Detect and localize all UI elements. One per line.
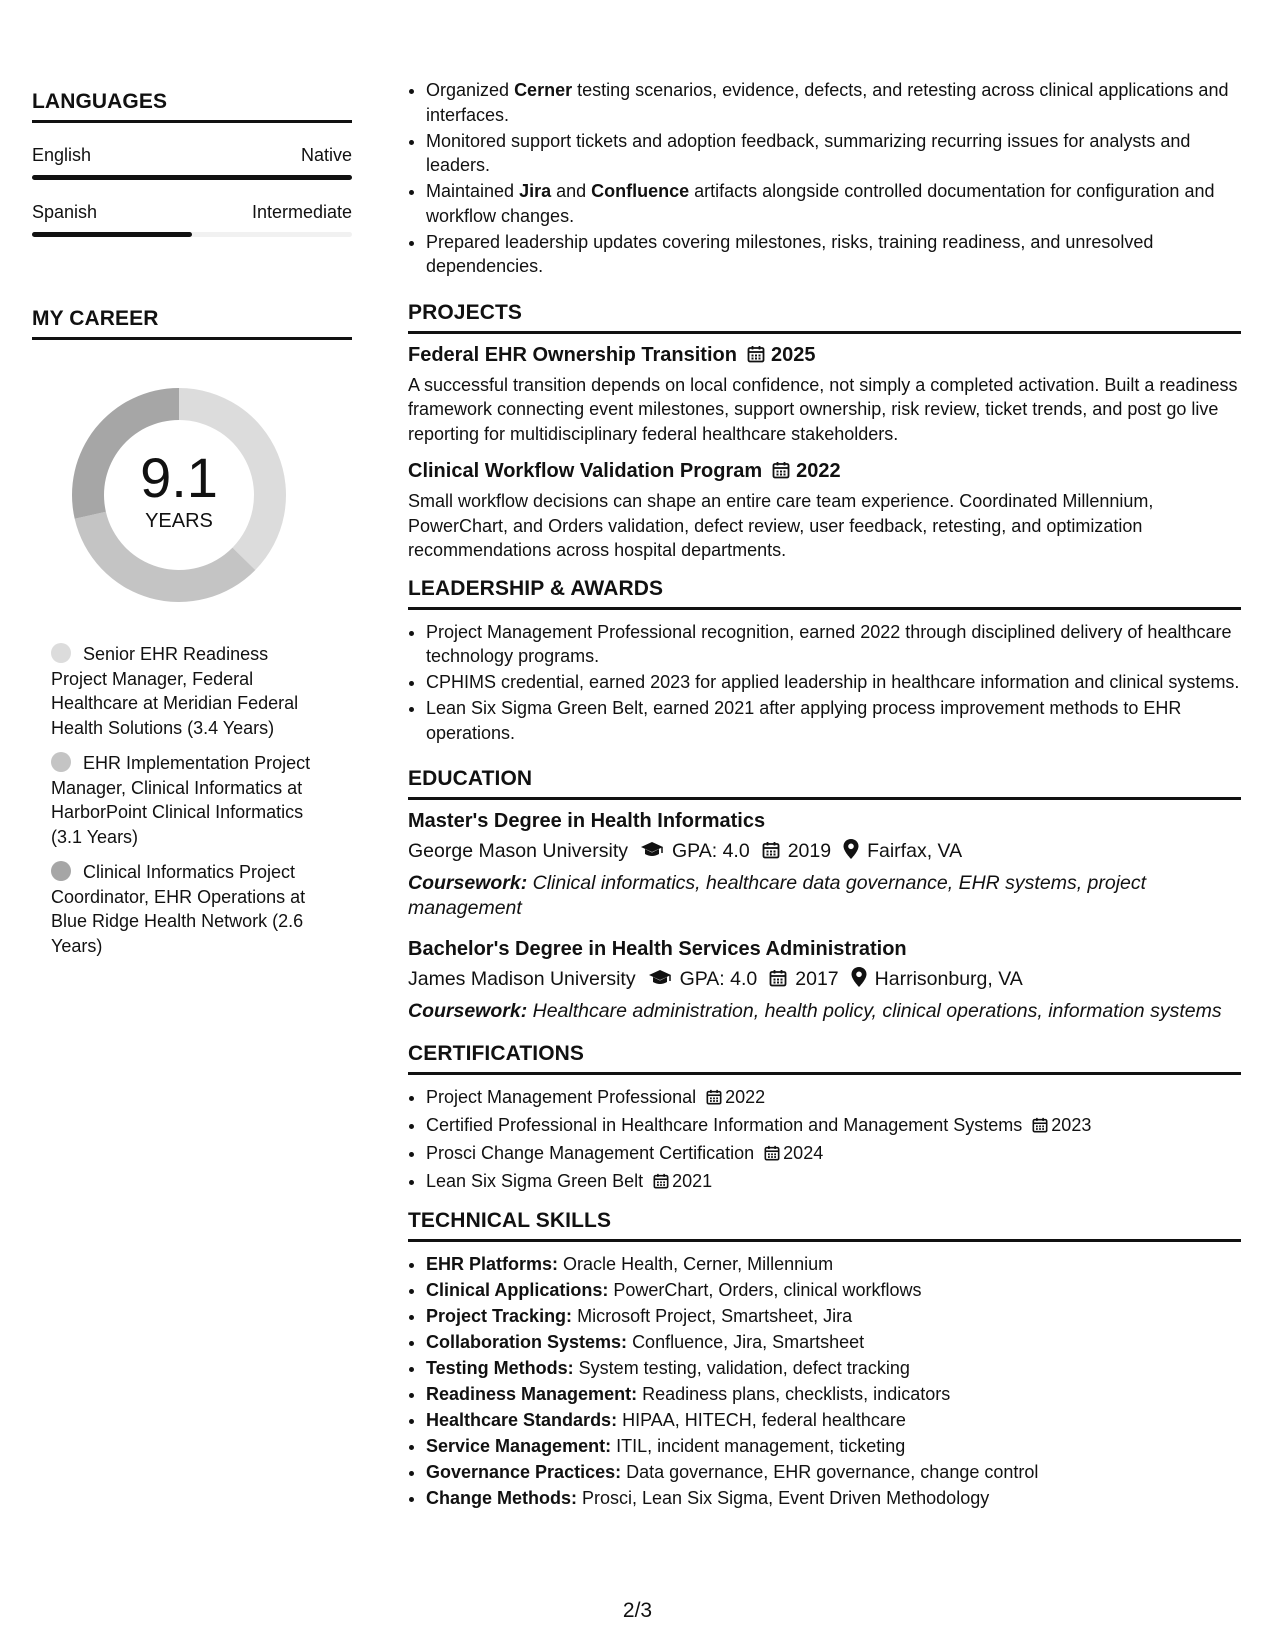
skill-values: Confluence, Jira, Smartsheet xyxy=(632,1332,865,1352)
education-meta xyxy=(408,967,1241,993)
languages-heading: LANGUAGES xyxy=(32,90,352,123)
sidebar xyxy=(32,90,352,969)
certifications-section xyxy=(408,1042,1241,1196)
coursework xyxy=(408,871,1241,920)
education-item xyxy=(408,810,1241,920)
skill-values: System testing, validation, defect tracking xyxy=(578,1358,910,1378)
school-name: George Mason University xyxy=(408,840,629,862)
certifications-list xyxy=(408,1085,1241,1196)
calendar-icon xyxy=(1032,1115,1048,1140)
skill-item xyxy=(426,1304,1241,1329)
certification-item xyxy=(426,1169,1241,1196)
skill-item xyxy=(426,1382,1241,1407)
career-heading: MY CAREER xyxy=(32,307,352,340)
language-level: Intermediate xyxy=(251,202,352,222)
location-pin-icon xyxy=(843,839,859,865)
skill-category: Governance Practices: xyxy=(426,1462,622,1482)
project-title: Clinical Workflow Validation Program xyxy=(408,460,763,482)
coursework-text: Clinical informatics, healthcare data governance, EHR systems, project management xyxy=(408,872,1147,919)
calendar-icon xyxy=(762,841,780,865)
career-total-years: 9.1 xyxy=(140,446,218,509)
experience-text: artifacts alongside controlled documentation for configuration and workflow changes. xyxy=(426,181,1215,226)
language-proficiency-fill xyxy=(32,175,352,180)
coursework xyxy=(408,999,1241,1024)
graduation-cap-icon xyxy=(648,969,672,993)
legend-dot xyxy=(51,643,71,663)
skill-category: Readiness Management: xyxy=(426,1384,638,1404)
page-number: 2/3 xyxy=(622,1599,653,1622)
skill-category: Change Methods: xyxy=(426,1488,577,1508)
legend-dot xyxy=(51,861,71,881)
experience-keyword: Cerner xyxy=(514,80,573,100)
language-item xyxy=(32,202,352,237)
school-location: Fairfax, VA xyxy=(867,840,963,862)
coursework-label: Coursework: xyxy=(408,1000,528,1022)
experience-bullet xyxy=(426,78,1241,127)
calendar-icon xyxy=(772,461,790,485)
skill-category: Testing Methods: xyxy=(426,1358,574,1378)
certifications-heading: CERTIFICATIONS xyxy=(408,1042,1241,1075)
experience-text: Monitored support tickets and adoption feedback, summarizing recurring issues for analysts and leaders. xyxy=(426,130,1191,175)
degree-title: Master's Degree in Health Informatics xyxy=(408,810,766,832)
projects-section xyxy=(408,301,1241,563)
career-legend xyxy=(51,642,352,958)
location-pin-icon xyxy=(851,967,867,993)
experience-bullets xyxy=(408,78,1241,279)
languages-list xyxy=(32,145,352,237)
coursework-label: Coursework: xyxy=(408,872,528,894)
graduation-cap-icon xyxy=(640,841,664,865)
school-name: James Madison University xyxy=(408,968,636,990)
graduation-year: 2019 xyxy=(787,840,832,862)
calendar-icon xyxy=(706,1087,722,1112)
career-role-text: Clinical Informatics Project Coordinator, EHR Operations at Blue Ridge Health Network (2.6 Years) xyxy=(51,862,306,956)
gpa: GPA: 4.0 xyxy=(672,840,750,862)
calendar-icon xyxy=(653,1171,669,1196)
leadership-item: • CPHIMS credential, earned 2023 for applied leadership in healthcare information and clinical systems. xyxy=(426,670,1241,695)
degree-title: Bachelor's Degree in Health Services Administration xyxy=(408,938,907,960)
career-section xyxy=(32,307,352,958)
school-location: Harrisonburg, VA xyxy=(874,968,1023,990)
skill-category: Collaboration Systems: xyxy=(426,1332,628,1352)
career-legend-item xyxy=(51,860,326,958)
skill-category: Healthcare Standards: xyxy=(426,1410,618,1430)
calendar-icon xyxy=(747,345,765,369)
certification-item xyxy=(426,1141,1241,1168)
skill-values: Data governance, EHR governance, change control xyxy=(626,1462,1039,1482)
leadership-section xyxy=(408,577,1241,746)
certification-year: 2024 xyxy=(783,1142,824,1163)
leadership-heading: LEADERSHIP & AWARDS xyxy=(408,577,1241,610)
skill-item xyxy=(426,1434,1241,1459)
language-item xyxy=(32,145,352,180)
skills-list xyxy=(408,1252,1241,1511)
experience-keyword: Confluence xyxy=(591,181,690,201)
skill-values: Readiness plans, checklists, indicators xyxy=(642,1384,951,1404)
leadership-list xyxy=(408,620,1241,746)
language-level: Native xyxy=(300,145,352,165)
skill-values: PowerChart, Orders, clinical workflows xyxy=(613,1280,922,1300)
experience-text: Maintained xyxy=(426,181,520,201)
language-proficiency-bar xyxy=(32,175,352,180)
skill-item xyxy=(426,1486,1241,1511)
project-item xyxy=(408,344,1241,447)
skill-category: EHR Platforms: xyxy=(426,1254,559,1274)
experience-bullet xyxy=(426,129,1241,178)
leadership-item: • Project Management Professional recognition, earned 2022 through disciplined delivery of healthcare technology programs. xyxy=(426,620,1241,669)
coursework-text: Healthcare administration, health policy, clinical operations, information systems xyxy=(532,1000,1222,1022)
project-year: 2025 xyxy=(770,343,816,366)
career-role-text: EHR Implementation Project Manager, Clinical Informatics at HarborPoint Clinical Informatics (3.1 Years) xyxy=(51,753,311,847)
project-title-line xyxy=(408,344,1241,369)
education-heading: EDUCATION xyxy=(408,767,1241,800)
certification-year: 2021 xyxy=(672,1170,713,1191)
graduation-year: 2017 xyxy=(795,968,839,990)
skill-category: Service Management: xyxy=(426,1436,612,1456)
certification-item xyxy=(426,1085,1241,1112)
skill-item xyxy=(426,1330,1241,1355)
project-description: Small workflow decisions can shape an entire care team experience. Coordinated Millennium, PowerChart, and Orders validation, defect review, user feedback, retesting, and optimization recommendations across hospital departments. xyxy=(408,491,1154,560)
skill-item xyxy=(426,1356,1241,1381)
skills-section xyxy=(408,1209,1241,1511)
skill-values: Microsoft Project, Smartsheet, Jira xyxy=(577,1306,853,1326)
skill-item xyxy=(426,1460,1241,1485)
calendar-icon xyxy=(769,969,787,993)
language-proficiency-fill xyxy=(32,232,192,237)
skills-heading: TECHNICAL SKILLS xyxy=(408,1209,1241,1242)
certification-name: Lean Six Sigma Green Belt xyxy=(426,1170,644,1191)
skill-item xyxy=(426,1252,1241,1277)
project-title-line xyxy=(408,460,1241,485)
education-meta xyxy=(408,839,1241,865)
language-name: Spanish xyxy=(32,202,98,222)
leadership-item: • Lean Six Sigma Green Belt, earned 2021 after applying process improvement methods to EHR operations. xyxy=(426,696,1241,745)
experience-text: Prepared leadership updates covering milestones, risks, training readiness, and unresolved dependencies. xyxy=(426,231,1154,276)
education-section xyxy=(408,767,1241,1024)
gpa: GPA: 4.0 xyxy=(679,968,758,990)
skill-category: Project Tracking: xyxy=(426,1306,573,1326)
education-item xyxy=(408,938,1241,1024)
experience-bullet xyxy=(426,179,1241,228)
experience-keyword: Jira xyxy=(519,181,552,201)
career-legend-item xyxy=(51,642,326,740)
certification-year: 2022 xyxy=(725,1086,766,1107)
certification-name: Prosci Change Management Certification xyxy=(426,1142,755,1163)
main-content xyxy=(408,78,1241,1512)
project-description: A successful transition depends on local confidence, not simply a completed activation. Built a readiness framework connecting event milestones, support ownership, risk review, ticket trends, and post go live reporting for multidisciplinary federal healthcare stakeholders. xyxy=(408,374,1238,444)
experience-text: Organized xyxy=(426,80,515,100)
experience-text: and xyxy=(551,181,592,201)
legend-dot xyxy=(51,752,71,772)
experience-text: testing scenarios, evidence, defects, and retesting across clinical applications and interfaces. xyxy=(426,80,1229,125)
certification-year: 2023 xyxy=(1051,1114,1092,1135)
skill-values: Oracle Health, Cerner, Millennium xyxy=(563,1254,834,1274)
project-year: 2022 xyxy=(796,460,841,482)
project-item xyxy=(408,460,1241,563)
skill-values: ITIL, incident management, ticketing xyxy=(616,1436,906,1456)
career-donut-chart xyxy=(64,380,294,610)
language-proficiency-bar xyxy=(32,232,352,237)
certification-name: Project Management Professional xyxy=(426,1086,697,1107)
project-title: Federal EHR Ownership Transition xyxy=(408,343,737,366)
language-name: English xyxy=(32,145,92,165)
career-legend-item xyxy=(51,751,326,849)
skill-category: Clinical Applications: xyxy=(426,1280,609,1300)
certification-name: Certified Professional in Healthcare Information and Management Systems xyxy=(426,1114,1023,1135)
skill-values: HIPAA, HITECH, federal healthcare xyxy=(622,1410,906,1430)
projects-heading: PROJECTS xyxy=(408,301,1241,334)
career-role-text: Senior EHR Readiness Project Manager, Federal Healthcare at Meridian Federal Health Solutions (3.4 Years) xyxy=(51,644,299,738)
calendar-icon xyxy=(764,1143,780,1168)
skill-item xyxy=(426,1278,1241,1303)
career-total-unit: YEARS xyxy=(145,510,213,532)
experience-bullet xyxy=(426,230,1241,279)
certification-item xyxy=(426,1113,1241,1140)
skill-item xyxy=(426,1408,1241,1433)
skill-values: Prosci, Lean Six Sigma, Event Driven Methodology xyxy=(582,1488,990,1508)
